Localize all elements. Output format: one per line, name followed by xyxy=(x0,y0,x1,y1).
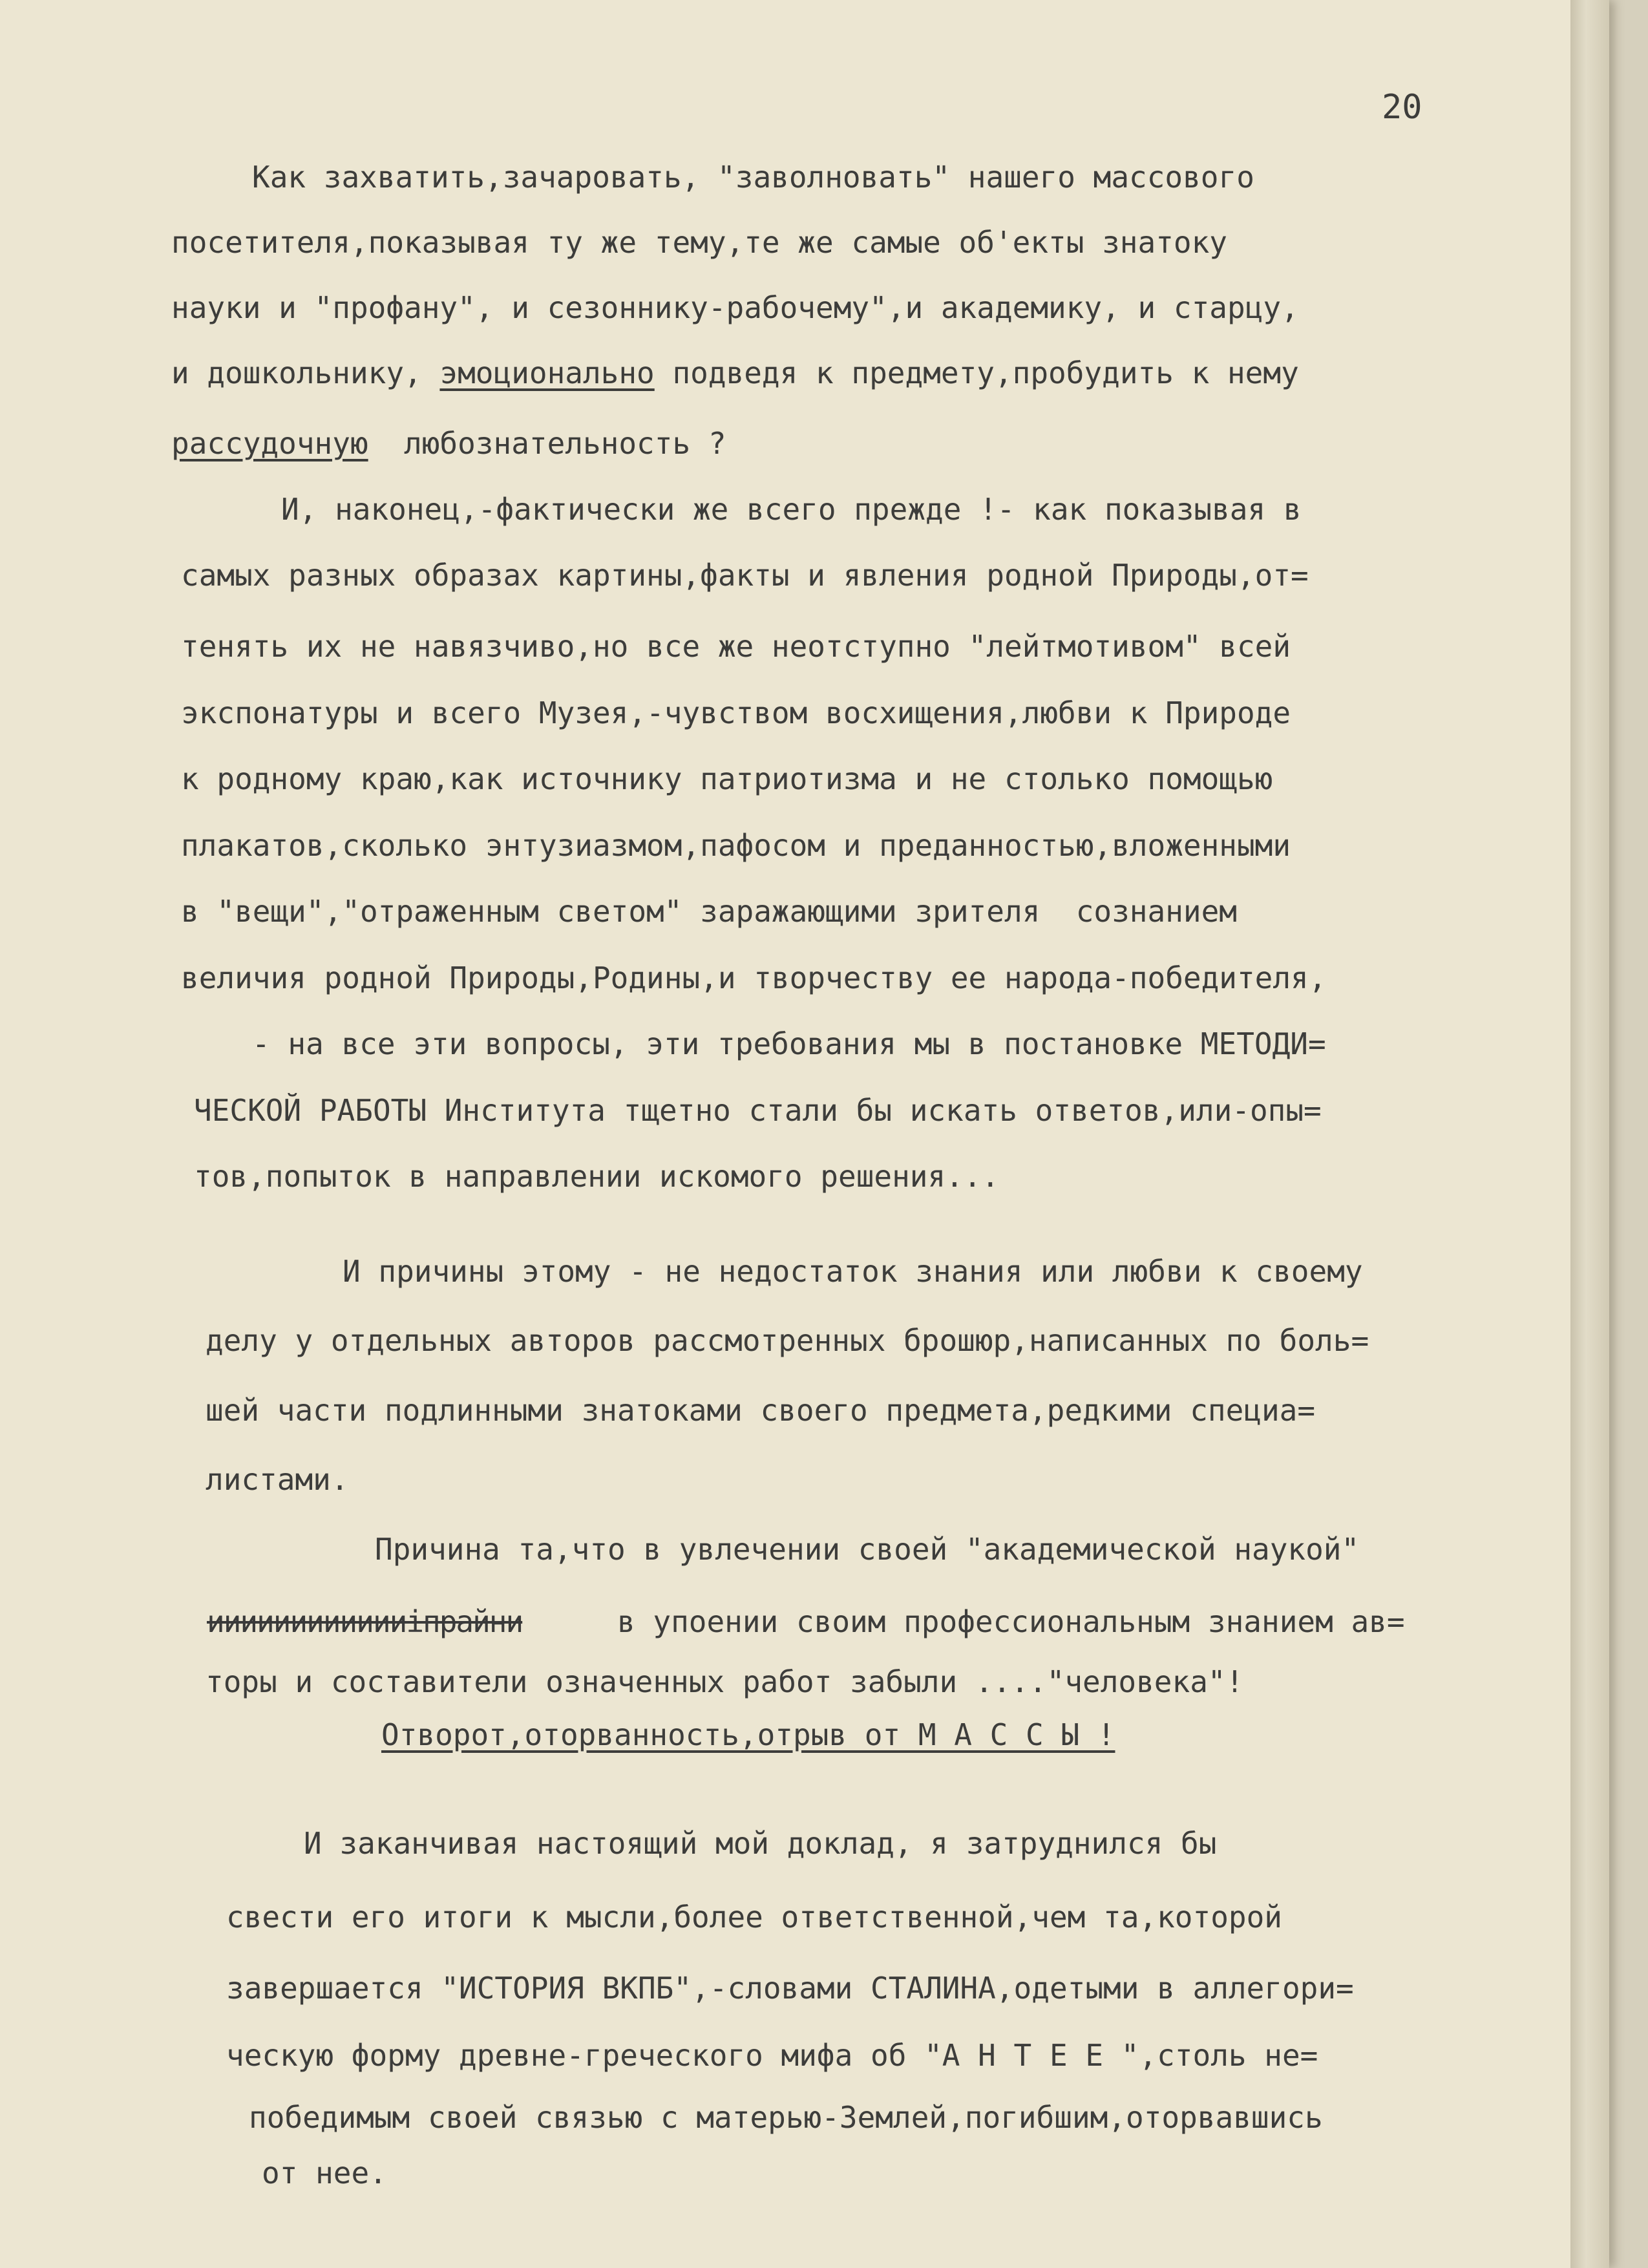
text-line: к родному краю,как источнику патриотизма и не столько помощью xyxy=(181,761,1273,796)
text-line: в "вещи","отраженным светом" заражающими зрителя сознанием xyxy=(181,894,1237,929)
text-line: делу у отдельных авторов рассмотренных брошюр,написанных по боль= xyxy=(206,1323,1369,1358)
text-line: самых разных образах картины,факты и явления родной Природы,от= xyxy=(181,558,1309,593)
text-line: посетителя,показывая ту же тему,те же самые об'екты знатоку xyxy=(171,225,1227,260)
text-line: от нее. xyxy=(262,2156,387,2190)
text-line: в упоении своим профессиональным знанием ав= xyxy=(617,1604,1405,1639)
text-line: ческую форму древне-греческого мифа об "А Н Т Е Е ",столь не= xyxy=(226,2038,1318,2073)
text-span: любознательность ? xyxy=(368,426,726,461)
text-line: завершается "ИСТОРИЯ ВКПБ",-словами СТАЛИНА,одетыми в аллегори= xyxy=(226,1971,1354,2006)
text-line: - на все эти вопросы, эти требования мы в постановке МЕТОДИ= xyxy=(252,1026,1326,1061)
page-edge xyxy=(1570,0,1609,2268)
text-line: величия родной Природы,Родины,и творчеству ее народа-победителя, xyxy=(181,960,1327,995)
text-line: науки и "профану", и сезоннику-рабочему",и академику, и старцу, xyxy=(171,290,1299,325)
text-line xyxy=(171,423,726,464)
text-line: Причина та,что в увлечении своей "академической наукой" xyxy=(375,1532,1360,1567)
text-line: победимым своей связью с матерью-Землей,погибшим,оторвавшись xyxy=(249,2100,1323,2135)
struck-out-text: ииииииииииииiпрайни xyxy=(207,1604,523,1639)
page-number: 20 xyxy=(1382,88,1422,127)
text-line: экспонатуры и всего Музея,-чувством восхищения,любви к Природе xyxy=(181,695,1291,730)
text-line: И заканчивая настоящий мой доклад, я затруднился бы xyxy=(304,1826,1217,1861)
text-line: тов,попыток в направлении искомого решения... xyxy=(194,1159,1000,1194)
text-line: ЧЕСКОЙ РАБОТЫ Института тщетно стали бы искать ответов,или-опы= xyxy=(194,1093,1322,1128)
text-line: торы и составители означенных работ забыли ...."человека"! xyxy=(206,1664,1244,1699)
text-line: свести его итоги к мысли,более ответственной,чем та,которой xyxy=(226,1900,1282,1934)
text-span: подведя к предмету,пробудить к нему xyxy=(654,355,1299,390)
underlined-word: эмоционально xyxy=(439,355,655,390)
text-line: И, наконец,-фактически же всего прежде !- как показывая в xyxy=(281,492,1302,527)
section-heading: Отворот,оторванность,отрыв от М А С С Ы ! xyxy=(381,1717,1115,1752)
text-line: шей части подлинными знатоками своего предмета,редкими специа= xyxy=(206,1393,1316,1428)
text-line: И причины этому - не недостаток знания или любви к своему xyxy=(343,1254,1363,1289)
text-line: листами. xyxy=(206,1462,349,1497)
text-span: и дошкольнику, xyxy=(171,355,440,390)
text-line: плакатов,сколько энтузиазмом,пафосом и преданностью,вложенными xyxy=(181,828,1291,863)
text-line: Как захватить,зачаровать, "заволновать" нашего массового xyxy=(252,160,1254,195)
text-line xyxy=(171,352,1299,394)
text-line: тенять их не навязчиво,но все же неотступно "лейтмотивом" всей xyxy=(181,629,1291,664)
underlined-word: рассудочную xyxy=(171,426,368,461)
